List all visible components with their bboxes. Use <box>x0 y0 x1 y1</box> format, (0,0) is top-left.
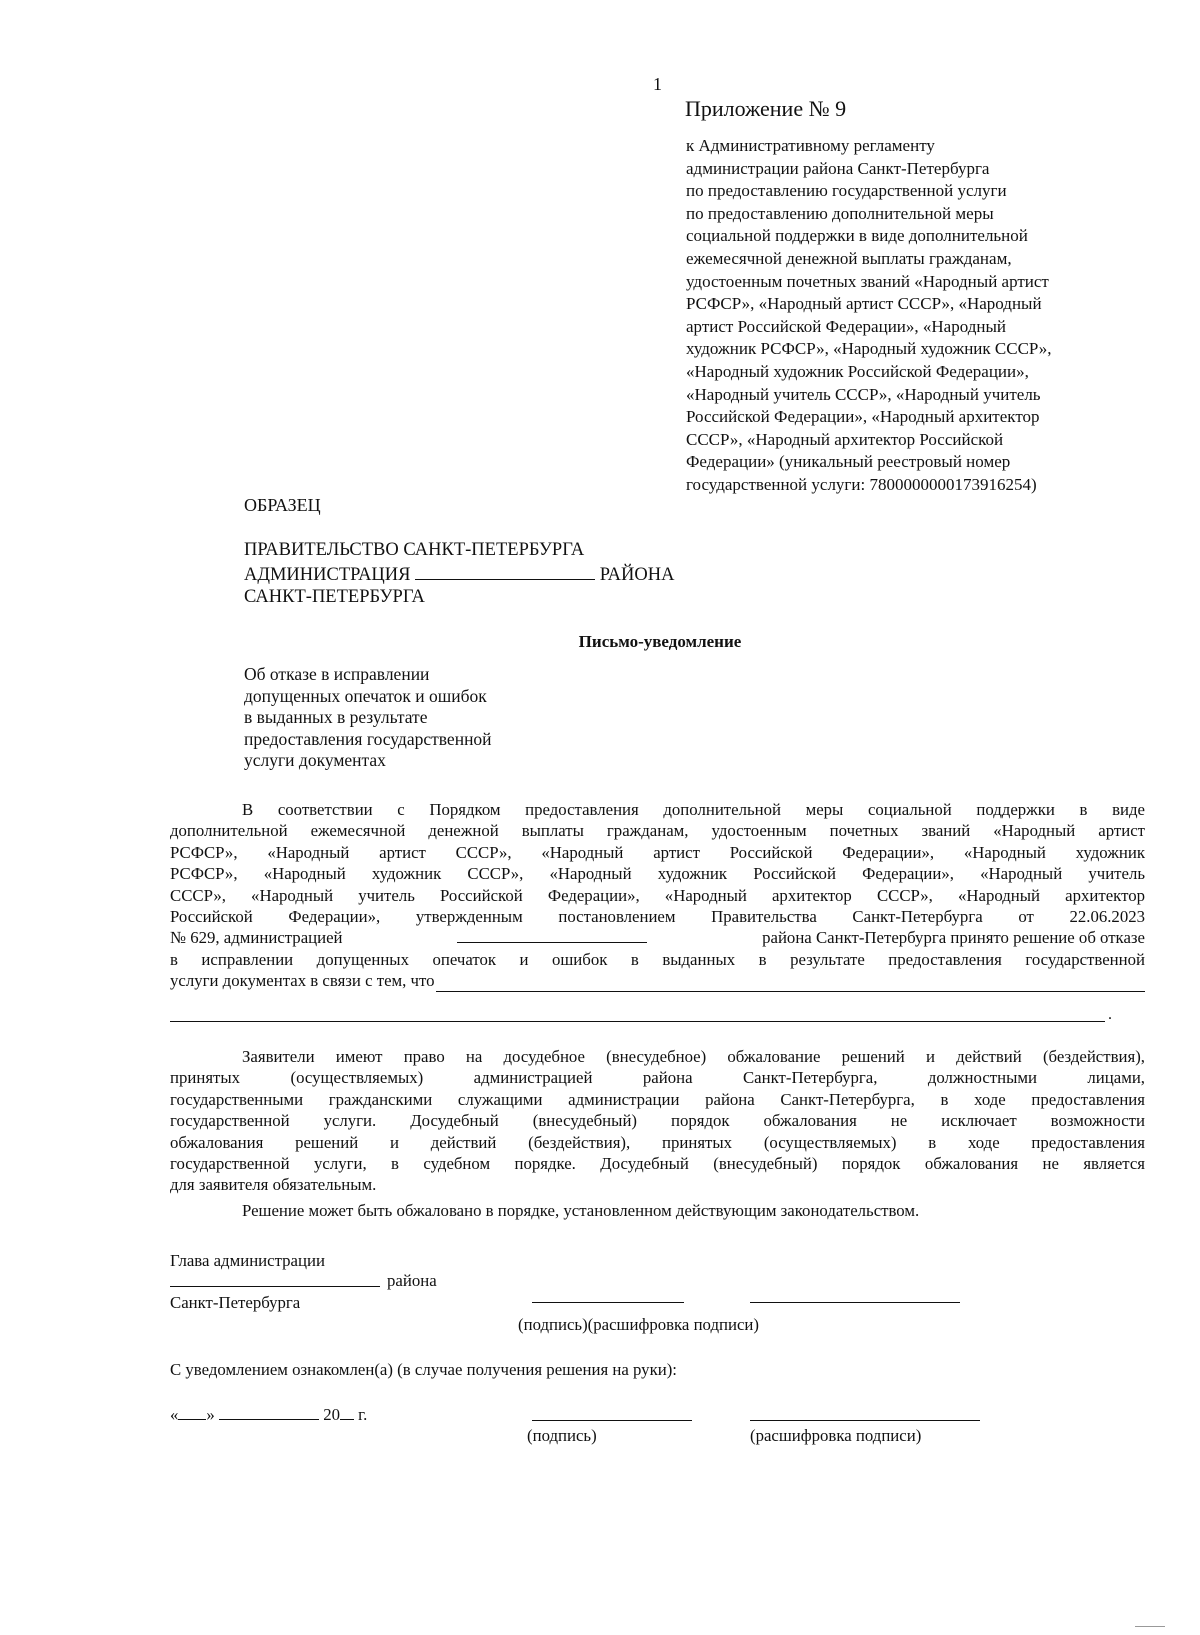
date-year: 20 <box>323 1405 340 1424</box>
appendix-line: к Административному регламенту <box>686 136 935 155</box>
paragraph-line: СССР», «Народный учитель Российской Федерации», «Народный архитектор СССР», «Народный архитектор <box>170 885 1145 905</box>
recipient-decoding-caption: (расшифровка подписи) <box>750 1426 922 1445</box>
reason-prefix: услуги документах в связи с тем, что <box>170 971 435 991</box>
appendix-line: «Народный художник Российской Федерации», <box>686 361 1029 381</box>
head-district-label: района <box>387 1271 437 1290</box>
government-block <box>244 539 674 609</box>
sample-label: ОБРАЗЕЦ <box>244 495 321 515</box>
paragraph-line: принятых (осуществляемых) администрацией района Санкт-Петербурга, должностными лицами, <box>170 1068 1145 1088</box>
year-blank[interactable] <box>340 1405 354 1420</box>
subject-block <box>244 664 492 772</box>
head-district-blank[interactable] <box>170 1270 380 1287</box>
paragraph-line: Заявители имеют право на досудебное (внесудебное) обжалование решений и действий (бездействия), <box>242 1047 1145 1066</box>
district-blank[interactable] <box>415 562 595 580</box>
appendix-title: Приложение № 9 <box>685 96 847 121</box>
head-city-label: Санкт-Петербурга <box>170 1293 301 1312</box>
appendix-line: по предоставлению государственной услуги <box>686 181 1007 201</box>
date-close-quote: » <box>206 1405 215 1424</box>
paragraph-line-administration <box>170 927 1145 948</box>
appendix-line: администрации района Санкт-Петербурга <box>686 158 990 178</box>
paragraph-line: для заявителя обязательным. <box>170 1175 377 1195</box>
scan-artifact <box>1135 1626 1165 1627</box>
subject-line: предоставления государственной <box>244 728 492 749</box>
city-line: САНКТ-ПЕТЕРБУРГА <box>244 587 425 607</box>
appendix-line: «Народный учитель СССР», «Народный учитель <box>686 384 1041 404</box>
appendix-description <box>686 135 1156 497</box>
appendix-line: социальной поддержки в виде дополнительной <box>686 226 1028 246</box>
page-number: 1 <box>653 74 662 94</box>
head-decoding-line[interactable] <box>750 1302 960 1303</box>
appendix-line: художник РСФСР», «Народный художник СССР», <box>686 339 1052 359</box>
recipient-decoding-line[interactable] <box>750 1420 980 1421</box>
date-open-quote: « <box>170 1405 179 1424</box>
paragraph-line: Российской Федерации», утвержденным постановлением Правительства Санкт-Петербурга от 22.06.2023 <box>170 907 1145 927</box>
head-signature-caption: (подпись)(расшифровка подписи) <box>518 1315 759 1334</box>
appendix-line: государственной услуги: 7800000000173916254) <box>686 474 1037 494</box>
paragraph-line: в исправлении допущенных опечаток и ошибок в выданных в результате предоставления государственной <box>170 949 1145 969</box>
subject-line: услуги документах <box>244 750 386 770</box>
period-mark: . <box>1108 1006 1112 1023</box>
decision-paragraph <box>170 799 1145 992</box>
acknowledgement-text: С уведомлением ознакомлен(а) (в случае получения решения на руки): <box>170 1360 677 1379</box>
paragraph-line: обжалования решений и действий (бездействия), принятых (осуществляемых) в ходе предоставления <box>170 1132 1145 1152</box>
decision-text: района Санкт-Петербурга принято решение об отказе <box>762 928 1145 948</box>
head-of-administration-label: Глава администрации <box>170 1251 325 1270</box>
appendix-line: ежемесячной денежной выплаты гражданам, <box>686 248 1012 268</box>
appeal-paragraph <box>170 1046 1145 1196</box>
subject-line: допущенных опечаток и ошибок <box>244 685 487 706</box>
appendix-line: СССР», «Народный архитектор Российской <box>686 429 1004 449</box>
subject-line: Об отказе в исправлении <box>244 664 430 684</box>
subject-line: в выданных в результате <box>244 707 428 727</box>
recipient-signature-line[interactable] <box>532 1420 692 1421</box>
paragraph-line: государственной услуги. Досудебный (внесудебный) порядок обжалования не исключает возможности <box>170 1111 1145 1131</box>
paragraph-line: В соответствии с Порядком предоставления дополнительной меры социальной поддержки в виде <box>242 800 1145 819</box>
recipient-signature-caption: (подпись) <box>527 1426 597 1445</box>
date-suffix: г. <box>358 1405 368 1424</box>
administration-prefix: АДМИНИСТРАЦИЯ <box>244 564 411 585</box>
reason-blank[interactable] <box>436 976 1145 992</box>
letter-title: Письмо-уведомление <box>578 632 742 651</box>
paragraph-line: дополнительной ежемесячной денежной выплаты гражданам, удостоенным почетных званий «Народный артист <box>170 821 1145 841</box>
month-blank[interactable] <box>219 1405 319 1420</box>
paragraph-line: государственной услуги, в судебном порядке. Досудебный (внесудебный) порядок обжалования не является <box>170 1154 1145 1174</box>
government-line: ПРАВИТЕЛЬСТВО САНКТ-ПЕТЕРБУРГА <box>244 540 585 560</box>
appendix-line: по предоставлению дополнительной меры <box>686 203 994 223</box>
appendix-line: артист Российской Федерации», «Народный <box>686 316 1006 336</box>
head-signature-line[interactable] <box>532 1302 684 1303</box>
reason-continuation-blank[interactable] <box>170 1021 1105 1022</box>
appendix-line: Федерации» (уникальный реестровый номер <box>686 452 1011 472</box>
paragraph-line: государственными гражданскими служащими администрации района Санкт-Петербурга, в ходе предоставления <box>170 1089 1145 1109</box>
paragraph-line: РСФСР», «Народный артист СССР», «Народный артист Российской Федерации», «Народный художник <box>170 842 1145 862</box>
reason-line <box>170 970 1145 991</box>
appendix-line: удостоенным почетных званий «Народный артист <box>686 271 1049 291</box>
administration-ref: № 629, администрацией <box>170 928 343 948</box>
appeal-note: Решение может быть обжаловано в порядке, установленном действующим законодательством. <box>242 1201 920 1220</box>
administration-blank[interactable] <box>457 927 647 943</box>
administration-suffix: РАЙОНА <box>599 564 675 585</box>
date-field <box>170 1405 367 1425</box>
appendix-line: Российской Федерации», «Народный архитектор <box>686 407 1040 427</box>
appendix-line: РСФСР», «Народный артист СССР», «Народный <box>686 294 1042 314</box>
administration-line <box>244 562 674 587</box>
paragraph-line: РСФСР», «Народный художник СССР», «Народный художник Российской Федерации», «Народный учитель <box>170 864 1145 884</box>
day-blank[interactable] <box>178 1405 206 1420</box>
